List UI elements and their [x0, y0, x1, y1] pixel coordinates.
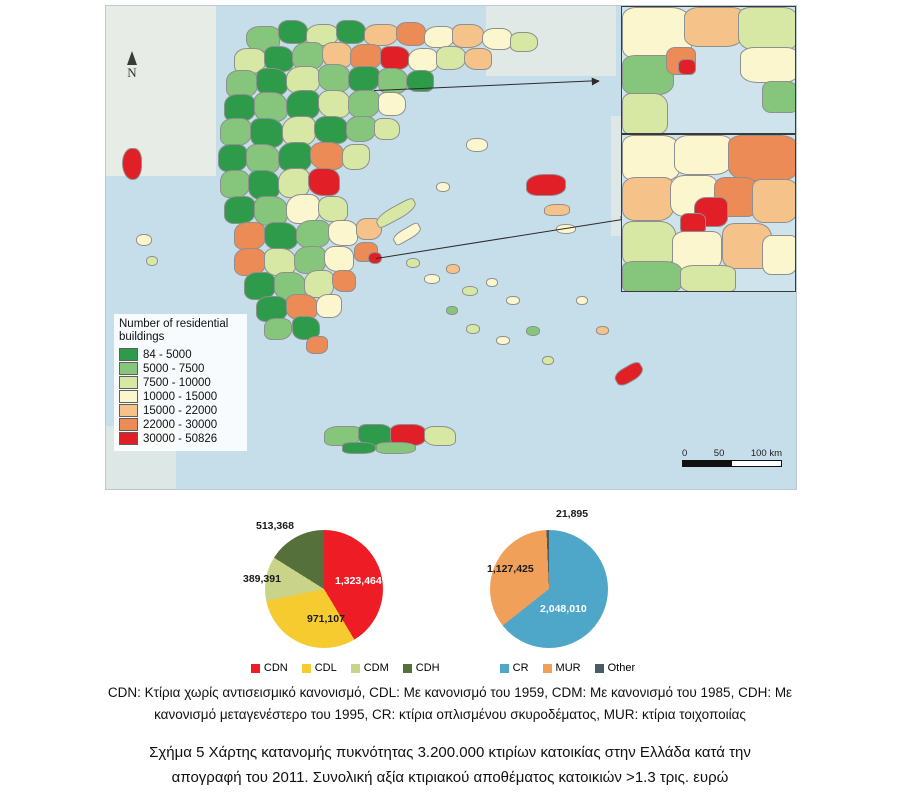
- inset-map-thessaloniki: [621, 6, 796, 134]
- legend-swatch-1: [119, 362, 138, 375]
- prefecture-polygon: [408, 48, 438, 72]
- pie-legend-item-other: [595, 662, 636, 674]
- pie-slice-label-cdl: 971,107: [307, 613, 345, 625]
- island-polygon: [462, 286, 478, 296]
- inset-polygon: [622, 177, 674, 221]
- seismic-code-pie-chart: [265, 530, 383, 648]
- legend-item: [119, 362, 242, 375]
- prefecture-polygon: [332, 270, 356, 292]
- legend-label-5: 22000 - 30000: [143, 418, 218, 431]
- figure-caption-line2: απογραφή του 2011. Συνολική αξία κτιριακού αποθέματος κατοικιών >1.3 τρις. ευρώ: [171, 769, 729, 786]
- prefecture-polygon: [452, 24, 484, 48]
- prefecture-polygon: [348, 90, 380, 118]
- inset-polygon: [728, 135, 796, 181]
- scalebar-segment-light: [732, 461, 781, 466]
- prefecture-polygon: [364, 24, 398, 46]
- island-polygon: [446, 264, 460, 274]
- pie-legend-swatch-other: [595, 664, 604, 673]
- prefecture-polygon: [346, 116, 376, 142]
- island-polygon: [596, 326, 609, 335]
- pie-legend-label-mur: MUR: [555, 662, 581, 674]
- island-polygon: [436, 182, 450, 192]
- pie-legend-label-other: Other: [607, 662, 636, 674]
- prefecture-polygon: [316, 294, 342, 318]
- north-arrow-label: N: [127, 65, 137, 80]
- legend-item: [119, 376, 242, 389]
- legend-label-4: 15000 - 22000: [143, 404, 218, 417]
- pie-slice-label-cdh: 513,368: [256, 520, 294, 532]
- prefecture-polygon: [378, 92, 406, 116]
- prefecture-polygon: [318, 196, 348, 222]
- legend-label-6: 30000 - 50826: [143, 432, 218, 445]
- prefecture-polygon: [306, 336, 328, 354]
- prefecture-polygon: [374, 118, 400, 140]
- prefecture-polygon: [220, 170, 250, 198]
- prefecture-polygon: [218, 144, 248, 172]
- island-polygon: [406, 258, 420, 268]
- pie-legend-label-cdh: CDH: [415, 662, 440, 674]
- island-polygon-chios: [544, 204, 570, 216]
- inset-polygon: [738, 7, 796, 51]
- legend-label-3: 10000 - 15000: [143, 390, 218, 403]
- island-polygon: [506, 296, 520, 305]
- prefecture-polygon-corfu: [122, 148, 142, 180]
- inset-polygon: [680, 265, 736, 292]
- pie-legend-swatch-cr: [500, 664, 509, 673]
- prefecture-polygon: [318, 90, 350, 118]
- legend-label-0: 84 - 5000: [143, 348, 192, 361]
- map-land-northwest: [106, 6, 216, 176]
- pie-legend-label-cdl: CDL: [314, 662, 337, 674]
- island-polygon-lesvos: [526, 174, 566, 196]
- figure-caption-line1: Σχήμα 5 Χάρτης κατανομής πυκνότητας 3.200.000 κτιρίων κατοικίας στην Ελλάδα κατά την: [149, 744, 751, 761]
- pie-slice-label-mur: 1,127,425: [487, 563, 534, 575]
- pie-slice-label-cdm: 389,391: [243, 573, 281, 585]
- pie-chart-legend: [0, 662, 900, 674]
- inset-polygon: [622, 221, 676, 265]
- island-polygon-thasos: [466, 138, 488, 152]
- scalebar-tick-1: 50: [713, 448, 725, 459]
- island-polygon: [446, 306, 458, 315]
- pie-legend-swatch-cdm: [351, 664, 360, 673]
- legend-swatch-2: [119, 376, 138, 389]
- inset-polygon: [684, 7, 744, 47]
- island-polygon-kefalonia: [136, 234, 152, 246]
- island-polygon: [496, 336, 510, 345]
- legend-label-2: 7500 - 10000: [143, 376, 211, 389]
- pie-legend-swatch-mur: [543, 664, 552, 673]
- legend-swatch-5: [119, 418, 138, 431]
- map-scalebar: [682, 448, 782, 467]
- island-polygon: [424, 274, 440, 284]
- legend-swatch-4: [119, 404, 138, 417]
- greece-density-map: [105, 5, 797, 490]
- island-polygon: [576, 296, 588, 305]
- prefecture-polygon: [308, 168, 340, 196]
- prefecture-polygon: [348, 66, 380, 92]
- inset-polygon: [762, 81, 796, 113]
- pie-slice-label-cr: 2,048,010: [540, 603, 587, 615]
- prefecture-polygon: [328, 220, 358, 246]
- prefecture-polygon: [342, 442, 376, 454]
- abbreviations-caption-line2: κανονισμό μεταγενέστερο του 1995, CR: κτίρια οπλισμένου σκυροδέματος, MUR: κτίρια τοιχοποιίας: [154, 707, 746, 722]
- legend-swatch-3: [119, 390, 138, 403]
- pie-legend-label-cr: CR: [512, 662, 529, 674]
- inset-polygon: [752, 179, 796, 223]
- prefecture-polygon: [510, 32, 538, 52]
- pie-legend-label-cdm: CDM: [363, 662, 389, 674]
- island-polygon: [466, 324, 480, 334]
- figure-caption: [40, 740, 860, 790]
- island-polygon: [542, 356, 554, 365]
- inset-polygon: [622, 93, 668, 134]
- pie-legend-item-mur: [543, 662, 581, 674]
- prefecture-polygon: [264, 318, 292, 340]
- pie-legend-item-cdn: [251, 662, 288, 674]
- prefecture-polygon: [224, 196, 256, 224]
- prefecture-polygon: [376, 442, 416, 454]
- pie-legend-group-left: [251, 662, 454, 674]
- pie-legend-swatch-cdn: [251, 664, 260, 673]
- pie-legend-item-cdl: [302, 662, 337, 674]
- legend-swatch-6: [119, 432, 138, 445]
- abbreviations-caption-line1: CDN: Κτίρια χωρίς αντισεισμικό κανονισμό, CDL: Με κανονισμό του 1959, CDM: Με κανονισμό του 1985, CDH: Με: [107, 685, 793, 700]
- legend-swatch-0: [119, 348, 138, 361]
- prefecture-polygon: [342, 144, 370, 170]
- pie-legend-swatch-cdh: [403, 664, 412, 673]
- prefecture-polygon-lasithi: [424, 426, 456, 446]
- pie-legend-item-cdh: [403, 662, 440, 674]
- prefecture-polygon: [296, 220, 330, 248]
- legend-label-1: 5000 - 7500: [143, 362, 205, 375]
- prefecture-polygon: [310, 142, 344, 170]
- construction-type-pie-chart: [490, 530, 608, 648]
- legend-item: [119, 432, 242, 445]
- prefecture-polygon: [278, 20, 308, 44]
- pie-charts-area: [0, 500, 900, 685]
- prefecture-polygon: [396, 22, 426, 46]
- inset-map-attica: [621, 134, 796, 292]
- pie-slice-label-other: 21,895: [556, 508, 589, 520]
- map-legend-title: [119, 318, 242, 344]
- pie-legend-group-right: [500, 662, 649, 674]
- pie-legend-swatch-cdl: [302, 664, 311, 673]
- pie-slice-label-cdn: 1,323,464: [335, 575, 382, 587]
- prefecture-polygon: [436, 46, 466, 70]
- scalebar-tick-2: 100 km: [750, 448, 782, 459]
- prefecture-polygon: [380, 46, 410, 70]
- inset-polygon: [740, 47, 796, 83]
- north-arrow-icon: [121, 51, 143, 87]
- scalebar-segment-dark: [683, 461, 732, 466]
- inset-polygon: [762, 235, 796, 275]
- legend-item: [119, 418, 242, 431]
- prefecture-polygon: [464, 48, 492, 70]
- island-polygon: [526, 326, 540, 336]
- pie-legend-spacer: [454, 662, 500, 674]
- prefecture-polygon: [314, 116, 348, 144]
- prefecture-polygon: [264, 222, 298, 250]
- inset-polygon: [674, 135, 732, 175]
- pie-legend-item-cr: [500, 662, 529, 674]
- inset-polygon: [622, 261, 682, 292]
- prefecture-polygon: [336, 20, 366, 44]
- legend-item: [119, 390, 242, 403]
- prefecture-polygon: [318, 64, 350, 92]
- prefecture-polygon: [424, 26, 454, 48]
- prefecture-polygon: [324, 246, 354, 272]
- inset-polygon: [622, 135, 680, 181]
- legend-item: [119, 404, 242, 417]
- pie-legend-label-cdn: CDN: [263, 662, 288, 674]
- map-legend-title-line1: Number of residential: [119, 318, 229, 330]
- prefecture-polygon: [220, 118, 252, 146]
- map-legend: [114, 314, 247, 451]
- map-legend-title-line2: buildings: [119, 331, 165, 343]
- scalebar-tick-0: 0: [682, 448, 688, 459]
- pie-legend-item-cdm: [351, 662, 389, 674]
- legend-item: [119, 348, 242, 361]
- island-polygon-zakynthos: [146, 256, 158, 266]
- prefecture-polygon: [234, 222, 266, 250]
- abbreviations-caption: [28, 682, 872, 726]
- prefecture-polygon: [482, 28, 512, 50]
- island-polygon: [486, 278, 498, 287]
- inset-polygon-thessaloniki-city: [678, 59, 696, 75]
